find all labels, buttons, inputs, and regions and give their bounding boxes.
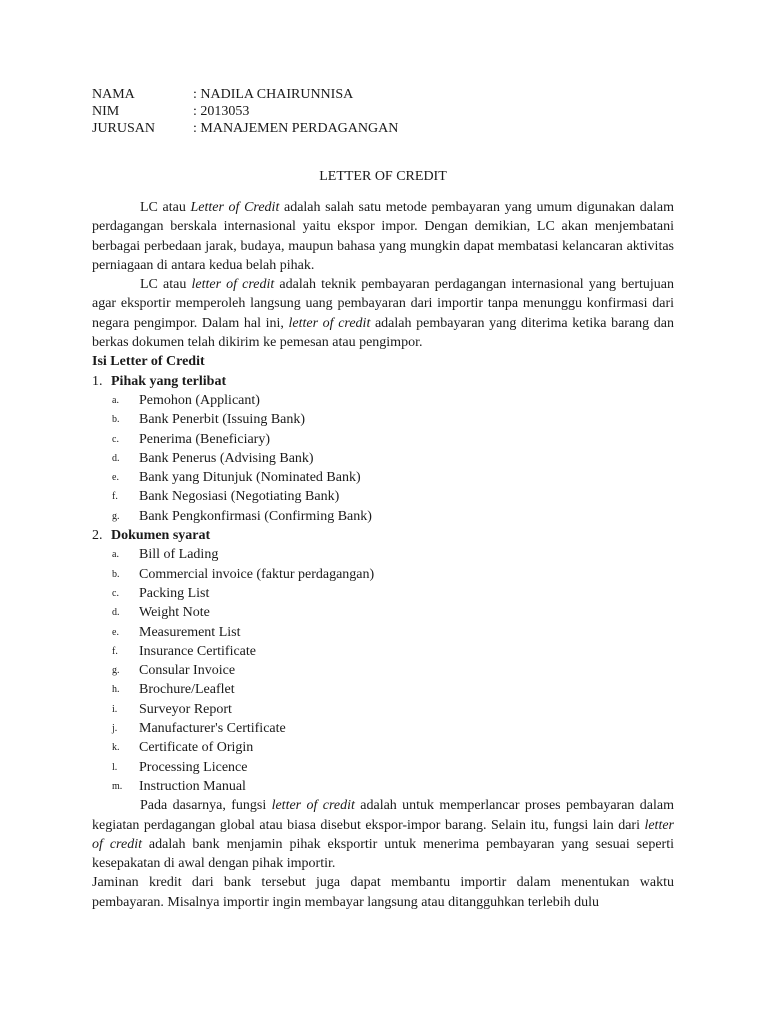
list-item <box>92 738 674 757</box>
list-item-text: Packing List <box>139 585 210 601</box>
list-marker: d. <box>112 607 120 619</box>
nama-value: : NADILA CHAIRUNNISA <box>193 87 354 102</box>
list-marker: c. <box>112 587 119 599</box>
list-item <box>92 468 674 487</box>
list-item <box>92 565 674 584</box>
list-item-text: Bank Penerbit (Issuing Bank) <box>139 412 306 428</box>
list-marker: d. <box>112 452 120 464</box>
list-item <box>92 487 674 506</box>
section-1-number: 1. <box>92 373 103 389</box>
list-item-text: Commercial invoice (faktur perdagangan) <box>139 566 375 582</box>
list-marker: a. <box>112 549 119 561</box>
list-item <box>92 758 674 777</box>
document-content <box>92 86 674 912</box>
nim-label: NIM <box>92 104 120 119</box>
list-item <box>92 391 674 410</box>
nama-label: NAMA <box>92 87 135 102</box>
para3-italic-2: letter of credit <box>92 817 674 852</box>
list-item <box>92 449 674 468</box>
para1-text-a: LC atau <box>140 200 191 215</box>
list-marker: e. <box>112 626 119 638</box>
list-item <box>92 430 674 449</box>
para2-italic-1: letter of credit <box>191 277 275 293</box>
nim-row <box>92 103 674 120</box>
list-item <box>92 623 674 642</box>
section-2-list <box>92 545 674 796</box>
list-item-text: Surveyor Report <box>139 701 232 717</box>
list-item <box>92 584 674 603</box>
list-marker: j. <box>112 723 118 735</box>
list-item-text: Weight Note <box>139 605 210 621</box>
list-marker: m. <box>112 780 123 792</box>
para3-italic-1: letter of credit <box>271 798 355 814</box>
list-marker: i. <box>112 703 118 715</box>
list-item-text: Bank Negosiasi (Negotiating Bank) <box>139 489 340 505</box>
list-item-text: Insurance Certificate <box>139 643 256 659</box>
isi-heading: Isi Letter of Credit <box>92 354 205 370</box>
para2-text-c: adalah pembayaran yang diterima ketika barang dan berkas dokumen telah dikirim ke pemesan atau pengimpor. <box>92 315 675 351</box>
list-item <box>92 777 674 796</box>
list-item <box>92 700 674 719</box>
list-item <box>92 661 674 680</box>
list-item-text: Instruction Manual <box>139 778 246 794</box>
para1-text-b: adalah salah satu metode pembayaran yang umum digunakan dalam perdagangan berskala internasional yaitu ekspor impor. Dengan demikian, LC akan menjembatani berbagai perbedaan jarak, budaya, maupun bahasa yang mungkin dapat membatasi kelancaran aktivitas perniagaan di antara kedua belah pihak. <box>92 200 675 273</box>
section-2-number: 2. <box>92 528 103 544</box>
para3-text-c: adalah bank menjamin pihak eksportir untuk menerima pembayaran yang sesuai seperti kesepakatan di awal dengan pihak importir. <box>92 836 674 872</box>
list-item <box>92 507 674 526</box>
list-item <box>92 642 674 661</box>
list-marker: f. <box>112 491 118 503</box>
list-item-text: Pemohon (Applicant) <box>139 392 260 408</box>
list-marker: l. <box>112 761 118 773</box>
list-item <box>92 410 674 429</box>
list-item <box>92 719 674 738</box>
paragraph-3 <box>92 796 674 873</box>
section-2-heading <box>92 526 674 545</box>
para3-text-a: Pada dasarnya, fungsi <box>140 798 272 814</box>
document-title: LETTER OF CREDIT <box>319 169 447 184</box>
list-item <box>92 603 674 622</box>
list-marker: g. <box>112 665 120 677</box>
section-2-title: Dokumen syarat <box>111 528 211 544</box>
list-marker: k. <box>112 742 120 754</box>
list-item-text: Bank yang Ditunjuk (Nominated Bank) <box>139 470 361 486</box>
nama-row <box>92 86 674 103</box>
jurusan-row <box>92 120 674 137</box>
para3-text-b: adalah untuk memperlancar proses pembayaran dalam kegiatan perdagangan global atau biasa disebut ekspor-impor barang. Selain itu, fungsi lain dari <box>92 798 674 833</box>
section-1-heading <box>92 372 674 391</box>
list-item-text: Processing Licence <box>139 759 248 775</box>
list-item-text: Measurement List <box>139 624 241 640</box>
list-item <box>92 680 674 699</box>
list-item-text: Penerima (Beneficiary) <box>139 431 270 447</box>
list-marker: f. <box>112 645 118 657</box>
list-item-text: Bank Penerus (Advising Bank) <box>139 450 314 466</box>
list-marker: c. <box>112 433 119 445</box>
nim-value: : 2013053 <box>193 104 250 119</box>
list-item-text: Bill of Lading <box>139 547 219 563</box>
para2-text-b: adalah teknik pembayaran perdagangan internasional yang bertujuan agar eksportir memperoleh langsung uang pembayaran dari importir tanpa menunggu konfirmasi dari negara pengimpor. Dalam hal ini, <box>92 277 675 331</box>
list-item-text: Brochure/Leaflet <box>139 682 235 698</box>
paragraph-4: Jaminan kredit dari bank tersebut juga dapat membantu importir dalam menentukan waktu pembayaran. Misalnya importir ingin membayar langsung atau ditangguhkan terlebih dulu <box>92 875 674 910</box>
para2-italic-2: letter of credit <box>288 315 371 331</box>
para1-italic: Letter of Credit <box>190 200 280 215</box>
list-item-text: Manufacturer's Certificate <box>139 721 286 737</box>
section-1-title: Pihak yang terlibat <box>111 373 227 389</box>
list-marker: b. <box>112 414 120 426</box>
list-item-text: Consular Invoice <box>139 663 236 679</box>
list-item <box>92 545 674 564</box>
paragraph-2 <box>92 275 674 352</box>
section-1-list <box>92 391 674 526</box>
paragraph-1 <box>92 198 674 275</box>
list-item-text: Bank Pengkonfirmasi (Confirming Bank) <box>139 508 372 524</box>
jurusan-label: JURUSAN <box>92 121 156 136</box>
list-marker: b. <box>112 568 120 580</box>
jurusan-value: : MANAJEMEN PERDAGANGAN <box>193 121 399 136</box>
list-item-text: Certificate of Origin <box>139 740 254 756</box>
list-marker: e. <box>112 472 119 484</box>
list-marker: g. <box>112 510 120 522</box>
list-marker: a. <box>112 394 119 406</box>
list-marker: h. <box>112 684 120 696</box>
para2-text-a: LC atau <box>140 277 192 293</box>
